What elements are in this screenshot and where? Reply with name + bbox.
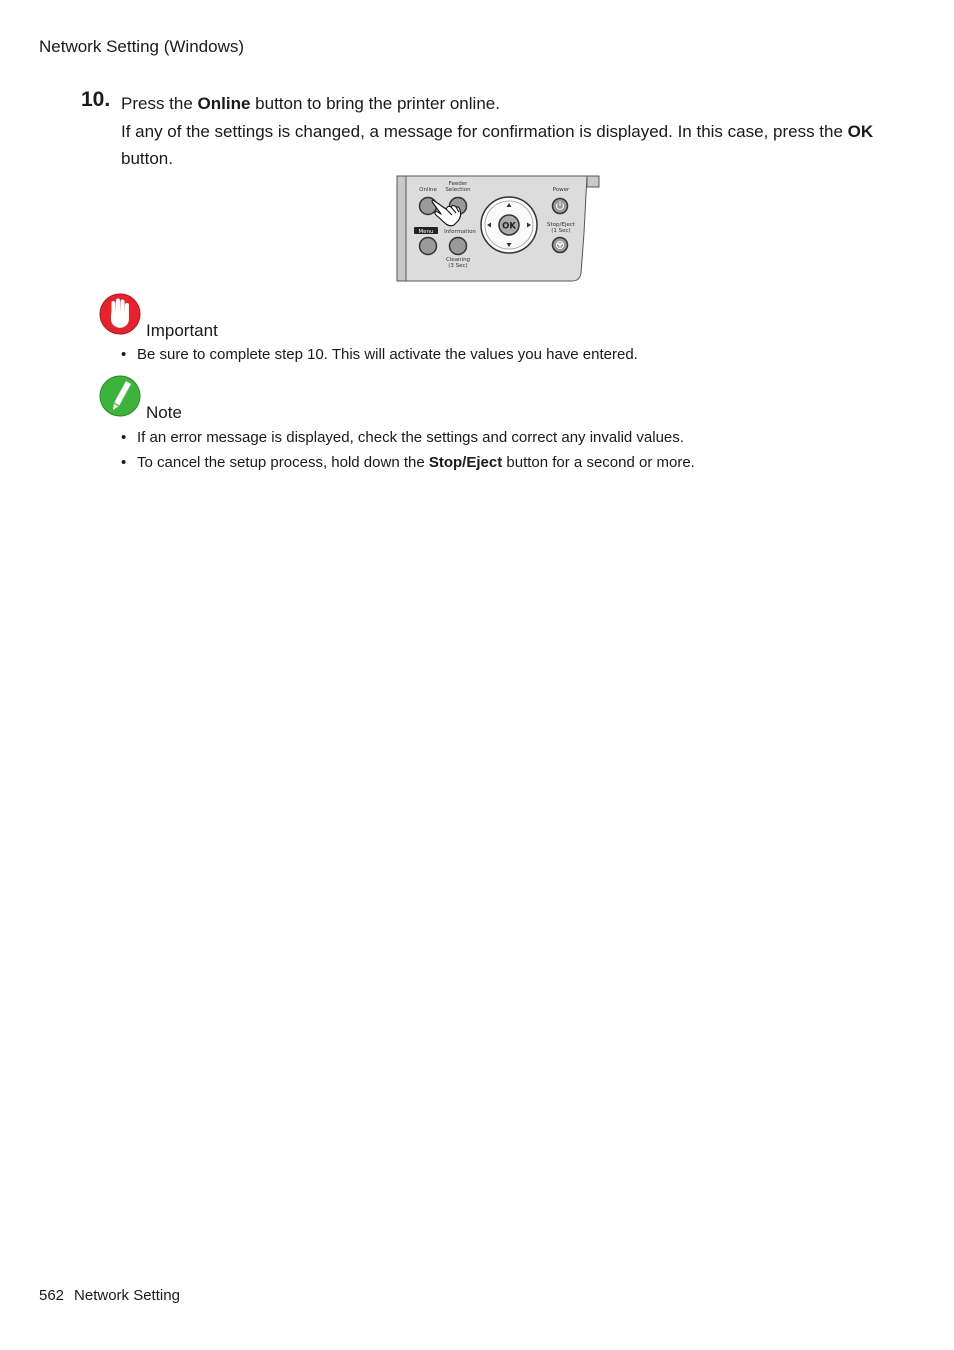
important-title: Important: [146, 321, 218, 340]
panel-left-rim: [397, 176, 406, 281]
printer-control-panel-illustration: [396, 175, 602, 283]
step-body: [121, 90, 881, 173]
information-label: Information: [444, 228, 476, 235]
online-label: Online: [419, 187, 437, 193]
step-confirmation: If any of the settings is changed, a message for confirmation is displayed. In this case, press the OK button.: [121, 121, 874, 168]
stop-eject-label-line2: (1 Sec): [551, 228, 571, 234]
footer-section: Network Setting: [74, 1287, 180, 1304]
information-button: [450, 238, 467, 255]
note-list: [121, 425, 695, 475]
page-number: 562: [39, 1287, 65, 1304]
cleaning-label-line1: Cleaning: [445, 257, 471, 263]
note-title: Note: [146, 403, 182, 422]
stop-eject-label-line1: Stop/Eject: [547, 222, 575, 228]
list-item: • To cancel the setup process, hold down the Stop/Eject button for a second or more.: [121, 450, 695, 475]
ok-label: OK: [502, 221, 516, 232]
step-number: 10.: [81, 88, 111, 111]
running-header: Network Setting (Windows): [39, 37, 245, 56]
important-list: [121, 342, 638, 367]
list-item: • If an error message is displayed, check the settings and correct any invalid values.: [121, 425, 695, 450]
important-hand-icon: [99, 293, 141, 335]
menu-button: [420, 238, 437, 255]
step-instruction: Press the Online button to bring the printer online.: [121, 94, 500, 113]
power-label: Power: [552, 187, 570, 193]
panel-right-rim: [587, 176, 599, 187]
page-footer: [39, 1287, 180, 1304]
cleaning-label-line2: (3 Sec): [448, 263, 468, 269]
feeder-label-line1: Feeder: [448, 181, 468, 187]
feeder-label-line2: Selection: [445, 187, 471, 193]
menu-label: Menu: [418, 228, 434, 235]
note-pencil-icon: [99, 375, 141, 417]
list-item: • Be sure to complete step 10. This will activate the values you have entered.: [121, 342, 638, 367]
